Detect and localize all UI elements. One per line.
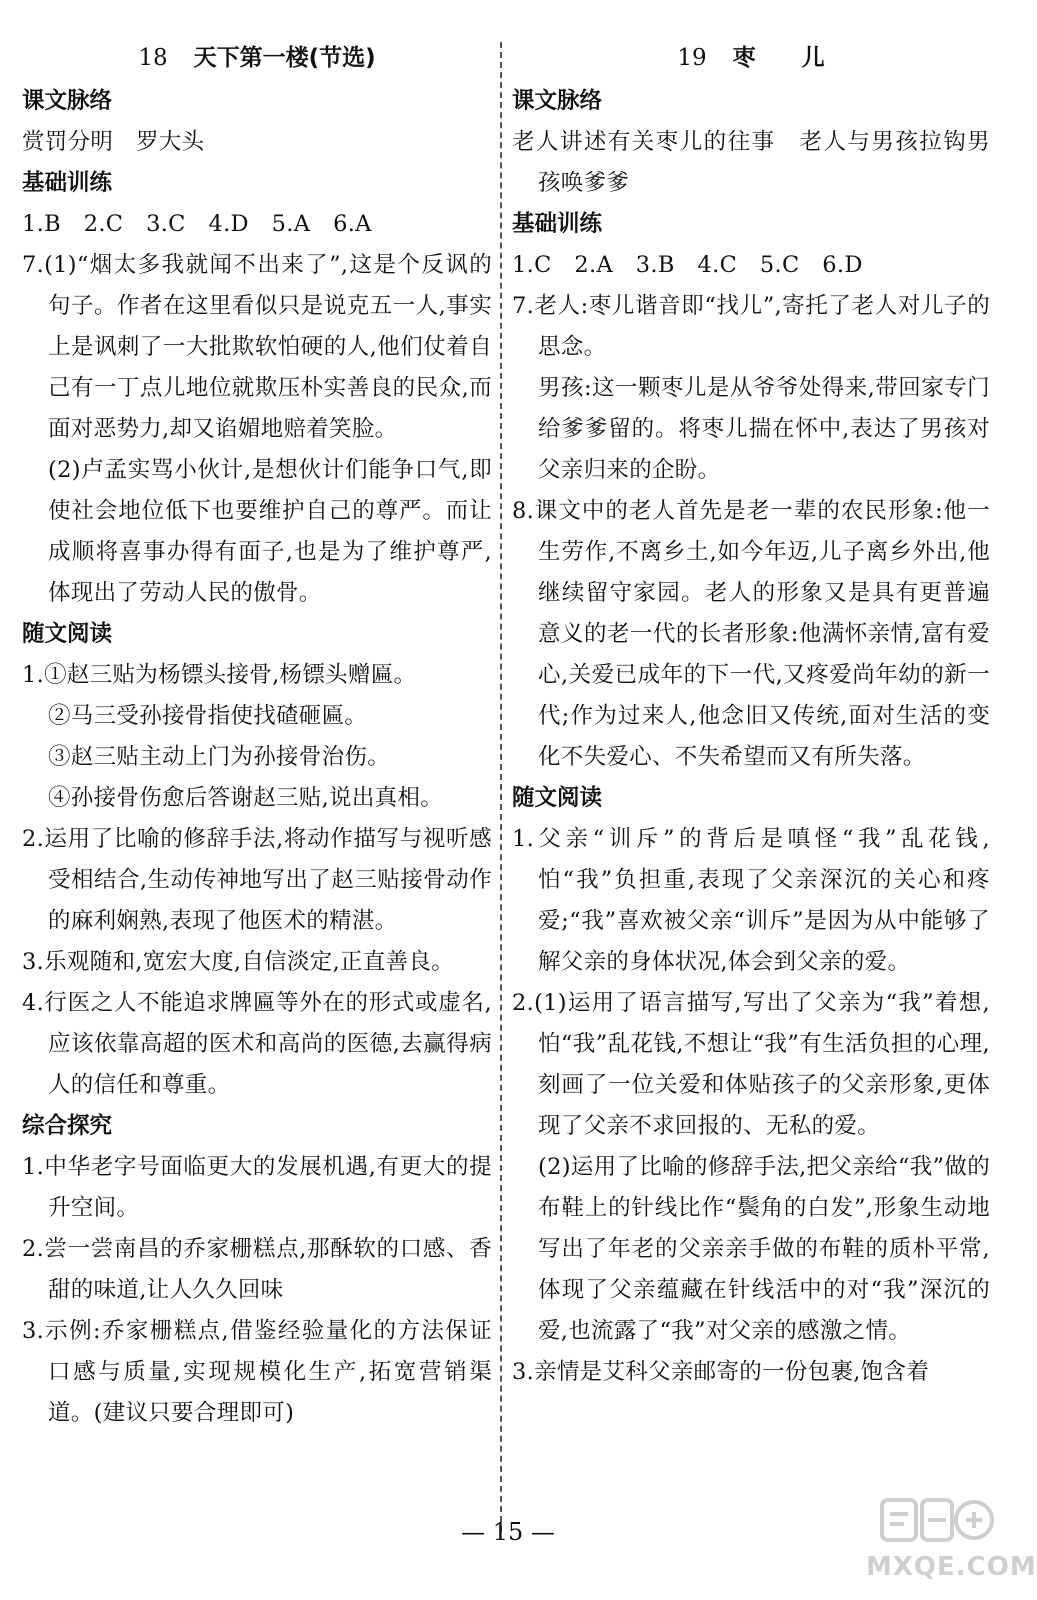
reading-answer-3-19: 3.亲情是艾科父亲邮寄的一份包裹,饱含着: [512, 1359, 930, 1385]
reading-answer-2: 2.运用了比喻的修辞手法,将动作描写与视听感受相结合,生动传神地写出了赵三贴接骨动作的麻利娴熟,表现了他医术的精湛。: [22, 826, 492, 934]
inquiry-answer-2: 2.尝一尝南昌的乔家栅糕点,那酥软的口感、香甜的味道,让人久久回味: [22, 1236, 492, 1303]
reading-answer-2-2-19: (2)运用了比喻的修辞手法,把父亲给“我”做的布鞋上的针线比作“鬓角的白发”,形象生动地写出了年老的父亲亲手做的布鞋的质朴平常,体现了父亲蕴藏在针线活中的对“我”深沉的爱,也流露了“我”对父亲的感激之情。: [538, 1154, 990, 1344]
section-heading-jichu-19: 基础训练: [512, 211, 603, 237]
inquiry-answer-1: 1.中华老字号面临更大的发展机遇,有更大的提升空间。: [22, 1154, 492, 1221]
answer-7-old-man: 7.老人:枣儿谐音即“找儿”,寄托了老人对儿子的思念。: [512, 293, 990, 360]
left-column: [22, 38, 492, 1434]
column-divider: [500, 42, 502, 1532]
answer-7-boy: 男孩:这一颗枣儿是从爷爷处得来,带回家专门给爹爹留的。将枣儿揣在怀中,表达了男孩对父亲归来的企盼。: [538, 375, 990, 483]
answer-7-1: 7.(1)“烟太多我就闻不出来了”,这是个反讽的句子。作者在这里看似只是说克五一人,事实上是讽刺了一大批欺软怕硬的人,他们仗着自己有一丁点儿地位就欺压朴实善良的民众,而面对恶势力,却又谄媚地赔着笑脸。: [22, 252, 492, 442]
inquiry-answer-3: 3.示例:乔家栅糕点,借鉴经验量化的方法保证口感与质量,实现规模化生产,拓宽营销渠道。(建议只要合理即可): [22, 1318, 492, 1426]
section-heading-mailuo: 课文脉络: [22, 88, 113, 114]
page-number: — 15 —: [461, 1518, 555, 1546]
site-watermark: [858, 1490, 1037, 1594]
lesson-19-title: [512, 38, 990, 79]
answer-7-2: (2)卢孟实骂小伙计,是想伙计们能争口气,即使社会地位低下也要维护自己的尊严。而让成顺将喜事办得有面子,也是为了维护尊严,体现出了劳动人民的傲骨。: [48, 457, 492, 606]
section-heading-mailuo-19: 课文脉络: [512, 88, 603, 114]
lesson-19-name: 枣 儿: [732, 45, 825, 71]
section-heading-suiwen-19: 随文阅读: [512, 785, 603, 811]
reading-answer-1c: ③赵三贴主动上门为孙接骨治伤。: [48, 744, 391, 770]
mailuo-text: 赏罚分明 罗大头: [22, 129, 205, 155]
lesson-19-number: 19: [677, 45, 707, 71]
lesson-18-title: [22, 38, 492, 79]
choice-answers: 1.B 2.C 3.C 4.D 5.A 6.A: [22, 211, 372, 237]
watermark-text: MXQE.COM: [866, 1552, 1037, 1582]
mailuo-text-19: 老人讲述有关枣儿的往事 老人与男孩拉钩男孩唤爹爹: [512, 129, 990, 196]
reading-answer-1b: ②马三受孙接骨指使找碴砸匾。: [48, 703, 368, 729]
lesson-18-name: 天下第一楼(节选): [193, 45, 376, 71]
section-heading-jichu: 基础训练: [22, 170, 113, 196]
reading-answer-1d: ④孙接骨伤愈后答谢赵三贴,说出真相。: [48, 785, 444, 811]
reading-answer-1a: 1.①赵三贴为杨镖头接骨,杨镖头赠匾。: [22, 662, 417, 688]
answer-8: 8.课文中的老人首先是老一辈的农民形象:他一生劳作,不离乡土,如今年迈,儿子离乡外出,他继续留守家园。老人的形象又是具有更普遍意义的老一代的长者形象:他满怀亲情,富有爱心,关爱已成年的下一代,又疼爱尚年幼的新一代;作为过来人,他念旧又传统,面对生活的变化不失爱心、不失希望而又有所失落。: [512, 498, 990, 770]
section-heading-suiwen: 随文阅读: [22, 621, 113, 647]
lesson-18-number: 18: [138, 45, 168, 71]
reading-answer-4: 4.行医之人不能追求牌匾等外在的形式或虚名,应该依靠高超的医术和高尚的医德,去赢得病人的信任和尊重。: [22, 990, 492, 1098]
right-column: [512, 38, 990, 1393]
reading-answer-3: 3.乐观随和,宽宏大度,自信淡定,正直善良。: [22, 949, 455, 975]
answer-logo-icon: [878, 1494, 996, 1546]
reading-answer-2-1-19: 2.(1)运用了语言描写,写出了父亲为“我”着想,怕“我”乱花钱,不想让“我”有生活负担的心理,刻画了一位关爱和体贴孩子的父亲形象,更体现了父亲不求回报的、无私的爱。: [512, 990, 990, 1139]
choice-answers-19: 1.C 2.A 3.B 4.C 5.C 6.D: [512, 252, 863, 278]
section-heading-zonghe: 综合探究: [22, 1113, 113, 1139]
reading-answer-1-19: 1.父亲“训斥”的背后是嗔怪“我”乱花钱,怕“我”负担重,表现了父亲深沉的关心和疼爱;“我”喜欢被父亲“训斥”是因为从中能够了解父亲的身体状况,体会到父亲的爱。: [512, 826, 990, 975]
